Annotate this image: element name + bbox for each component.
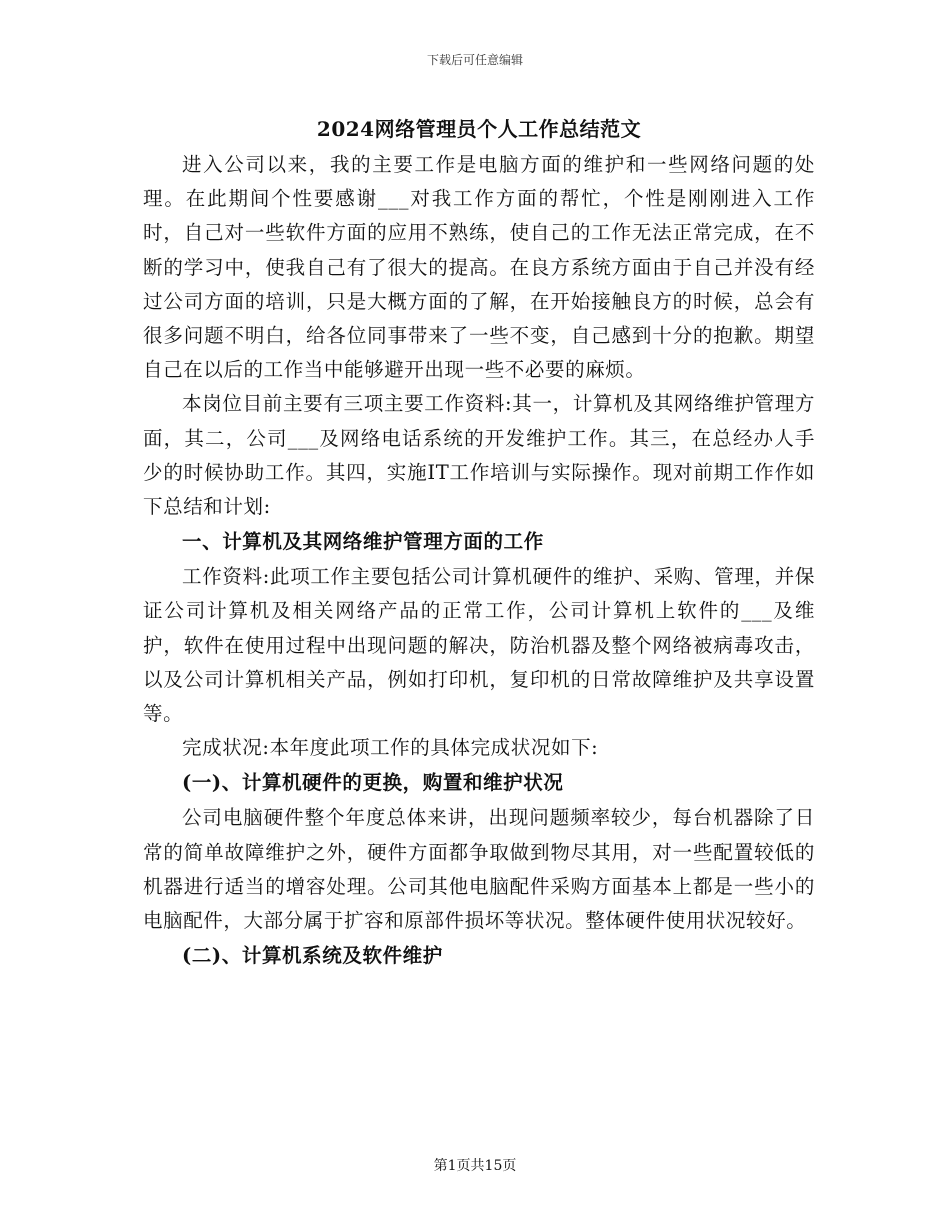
- page-header-note: 下载后可任意编辑: [426, 53, 523, 67]
- paragraph-duties: 本岗位目前主要有三项主要工作资料:其一，计算机及其网络维护管理方面，其二，公司___及网络电话系统的开发维护工作。其三，在总经办人手少的时候协助工作。其四，实施IT工作培训与实际操作。现对前期工作作如下总结和计划:: [143, 392, 815, 519]
- section-heading-network-maintenance: 一、计算机及其网络维护管理方面的工作: [182, 530, 544, 554]
- paragraph-intro: 进入公司以来，我的主要工作是电脑方面的维护和一些网络问题的处理。在此期间个性要感谢___对我工作方面的帮忙，个性是刚刚进入工作时，自己对一些软件方面的应用不熟练，使自己的工作无法正常完成，在不断的学习中，使我自己有了很大的提高。在良方系统方面由于自己并没有经过公司方面的培训，只是大概方面的了解，在开始接触良方的时候，总会有很多问题不明白，给各位同事带来了一些不变，自己感到十分的抱歉。期望自己在以后的工作当中能够避开出现一些不必要的麻烦。: [143, 153, 815, 382]
- document-title: 2024网络管理员个人工作总结范文: [316, 117, 642, 141]
- subsection-heading-software: (二)、计算机系统及软件维护: [182, 944, 443, 968]
- subsection-heading-hardware: (一)、计算机硬件的更换，购置和维护状况: [182, 771, 564, 795]
- page-number: 第1页共15页: [433, 1158, 517, 1174]
- paragraph-work-content: 工作资料:此项工作主要包括公司计算机硬件的维护、采购、管理，并保证公司计算机及相关网络产品的正常工作，公司计算机上软件的___及维护，软件在使用过程中出现问题的解决，防治机器及整个网络被病毒攻击，以及公司计算机相关产品，例如打印机，复印机的日常故障维护及共享设置等。: [143, 565, 815, 726]
- paragraph-hardware: 公司电脑硬件整个年度总体来讲，出现问题频率较少，每台机器除了日常的简单故障维护之外，硬件方面都争取做到物尽其用，对一些配置较低的机器进行适当的增容处理。公司其他电脑配件采购方面基本上都是一些小的电脑配件，大部分属于扩容和原部件损坏等状况。整体硬件使用状况较好。: [143, 806, 815, 933]
- paragraph-completion-status: 完成状况:本年度此项工作的具体完成状况如下:: [182, 736, 599, 760]
- document-body: [143, 112, 815, 974]
